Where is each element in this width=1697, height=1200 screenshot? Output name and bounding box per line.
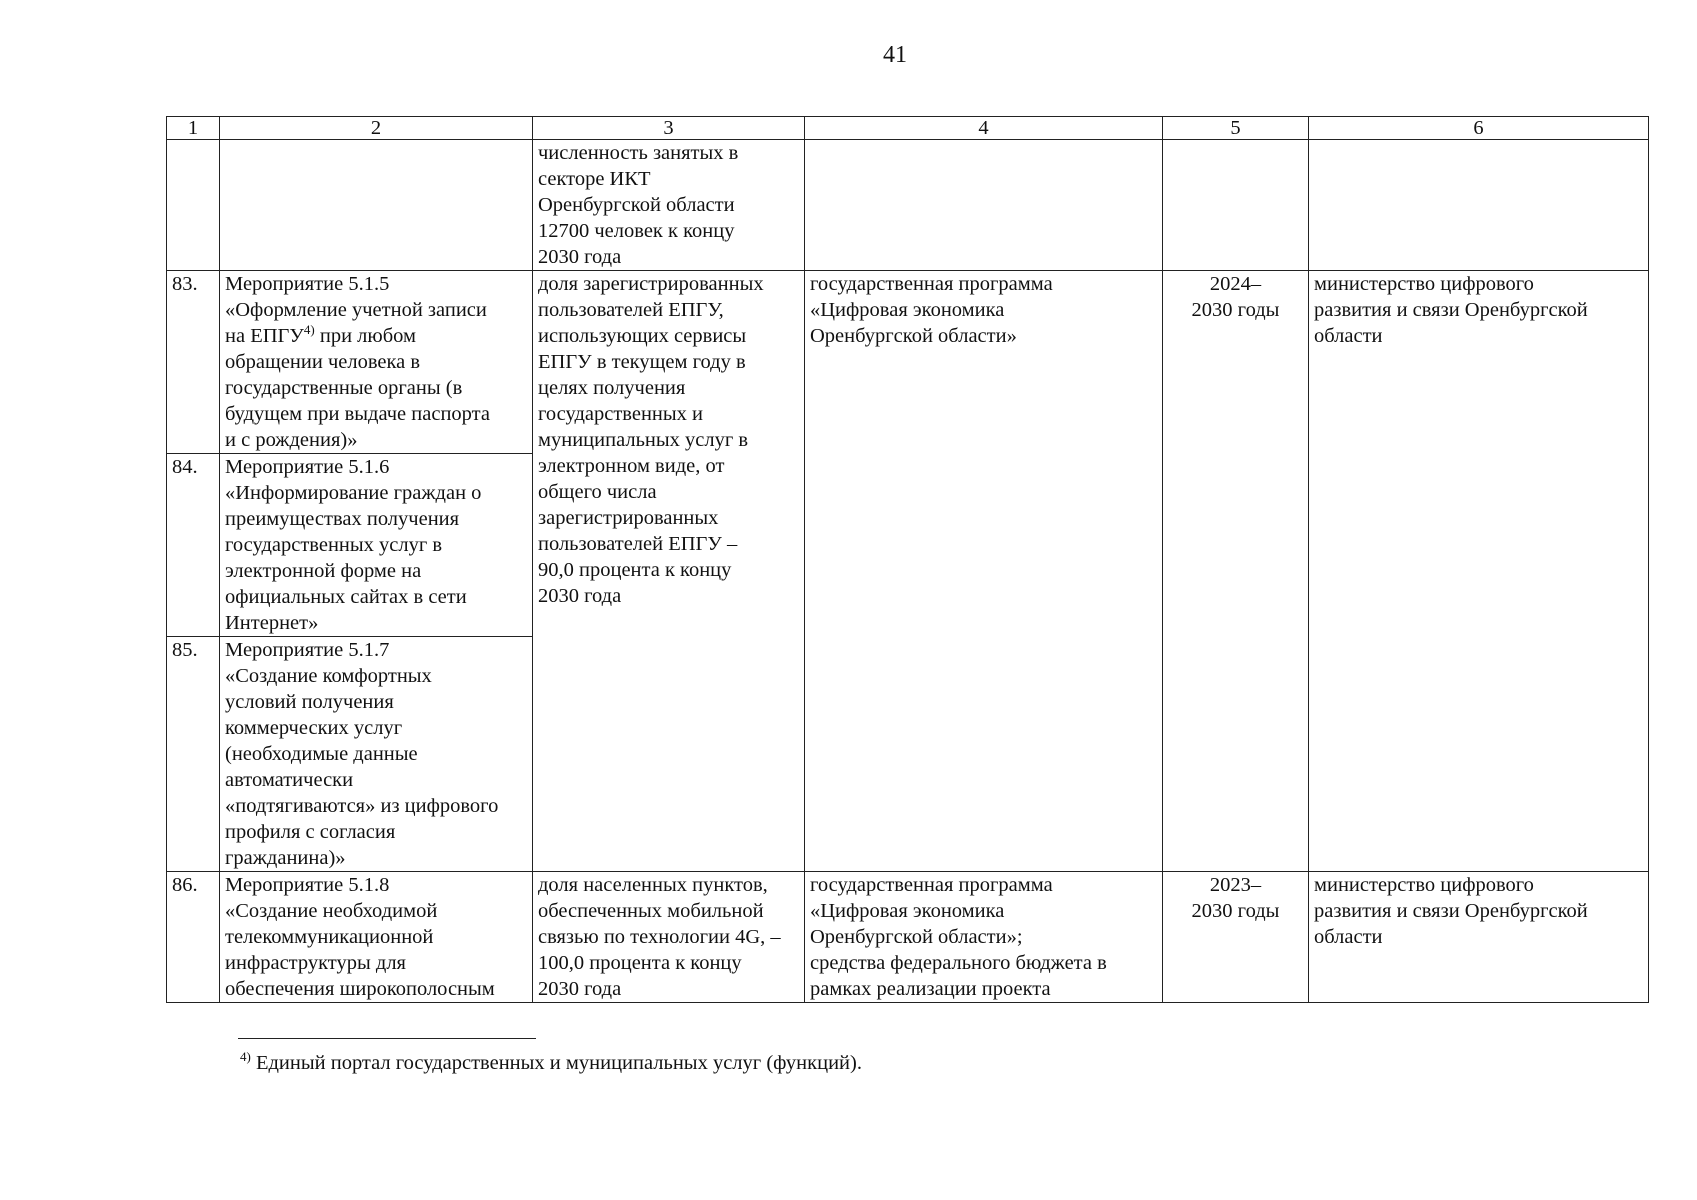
cell-line: «подтягиваются» из цифрового <box>225 795 499 817</box>
cell-line: 2030 годы <box>1191 299 1280 321</box>
cell-line: муниципальных услуг в <box>538 429 749 451</box>
cell-line: «Оформление учетной записи <box>225 299 487 321</box>
cell-line: рамках реализации проекта <box>810 978 1051 1000</box>
header-cell: 5 <box>1163 117 1309 140</box>
cell-line: ЕПГУ в текущем году в <box>538 351 746 373</box>
header-cell: 2 <box>220 117 533 140</box>
cell-line: инфраструктуры для <box>225 952 406 974</box>
cell-line: государственная программа <box>810 874 1053 896</box>
cell-line: общего числа <box>538 481 657 503</box>
cell-line: Интернет» <box>225 612 319 634</box>
cell-line: 2030 года <box>538 978 622 1000</box>
measure-cell <box>220 140 533 271</box>
cell-line: телекоммуникационной <box>225 926 434 948</box>
period-cell <box>1163 872 1309 1003</box>
cell-line: и с рождения)» <box>225 429 358 451</box>
cell-line: зарегистрированных <box>538 507 719 529</box>
measure-cell <box>220 271 533 454</box>
cell-line: развития и связи Оренбургской <box>1314 299 1588 321</box>
cell-line: министерство цифрового <box>1314 874 1534 896</box>
cell-line: «Цифровая экономика <box>810 299 1005 321</box>
page-number: 41 <box>883 42 907 68</box>
cell-line: государственная программа <box>810 273 1053 295</box>
cell-line: официальных сайтах в сети <box>225 586 467 608</box>
footnote-divider <box>238 1038 536 1039</box>
cell-line: государственных услуг в <box>225 534 443 556</box>
row-number-cell <box>167 140 220 271</box>
cell-text: на ЕПГУ <box>225 325 304 347</box>
cell-line: гражданина)» <box>225 847 346 869</box>
cell-line: электронном виде, от <box>538 455 725 477</box>
cell-line: Мероприятие 5.1.6 <box>225 456 390 478</box>
cell-line: 2023– <box>1209 874 1262 896</box>
funding-cell <box>805 140 1163 271</box>
indicator-cell <box>533 872 805 1003</box>
footnote-text: Единый портал государственных и муниципальных услуг (функций). <box>250 1052 862 1074</box>
row-number-cell: 84. <box>167 454 220 637</box>
cell-line: (необходимые данные <box>225 743 418 765</box>
cell-line: Мероприятие 5.1.7 <box>225 639 390 661</box>
cell-line: «Цифровая экономика <box>810 900 1005 922</box>
row-number-cell: 86. <box>167 872 220 1003</box>
measure-cell <box>220 872 533 1003</box>
cell-line: секторе ИКТ <box>538 168 651 190</box>
funding-cell <box>805 271 1163 872</box>
cell-line: доля зарегистрированных <box>538 273 764 295</box>
cell-line: связью по технологии 4G, – <box>538 926 781 948</box>
cell-line: 2030 года <box>538 585 622 607</box>
cell-line: доля населенных пунктов, <box>538 874 768 896</box>
cell-line: численность занятых в <box>538 142 739 164</box>
cell-line: 2030 года <box>538 246 622 268</box>
cell-line: министерство цифрового <box>1314 273 1534 295</box>
measures-table <box>166 116 1649 1003</box>
cell-line: 90,0 процента к концу <box>538 559 732 581</box>
header-cell: 1 <box>167 117 220 140</box>
cell-line: 100,0 процента к концу <box>538 952 742 974</box>
cell-text: при любом <box>314 325 416 347</box>
footnote-ref: 4) <box>303 322 315 337</box>
footnote-marker: 4) <box>240 1049 251 1064</box>
indicator-cell <box>533 271 805 872</box>
cell-line: пользователей ЕПГУ – <box>538 533 738 555</box>
table-header-row <box>167 117 1649 140</box>
responsible-cell <box>1309 872 1649 1003</box>
header-cell: 6 <box>1309 117 1649 140</box>
cell-line: пользователей ЕПГУ, <box>538 299 724 321</box>
cell-line: Мероприятие 5.1.8 <box>225 874 390 896</box>
cell-line: развития и связи Оренбургской <box>1314 900 1588 922</box>
cell-line: обеспеченных мобильной <box>538 900 764 922</box>
header-cell: 4 <box>805 117 1163 140</box>
table-row-86 <box>167 872 1649 1003</box>
cell-line: области <box>1314 926 1383 948</box>
header-cell: 3 <box>533 117 805 140</box>
cell-line: средства федерального бюджета в <box>810 952 1107 974</box>
cell-line: условий получения <box>225 691 394 713</box>
footnote <box>240 1049 862 1075</box>
cell-line: использующих сервисы <box>538 325 747 347</box>
cell-line: 2030 годы <box>1191 900 1280 922</box>
row-number-cell: 83. <box>167 271 220 454</box>
cell-line: электронной форме на <box>225 560 422 582</box>
cell-line <box>225 323 527 349</box>
cell-line: 2024– <box>1209 273 1262 295</box>
cell-line: области <box>1314 325 1383 347</box>
cell-line: целях получения <box>538 377 686 399</box>
cell-line: «Создание необходимой <box>225 900 438 922</box>
cell-line: государственных и <box>538 403 704 425</box>
cell-line: будущем при выдаче паспорта <box>225 403 490 425</box>
cell-line: «Создание комфортных <box>225 665 432 687</box>
row-number-cell: 85. <box>167 637 220 872</box>
cell-line: Оренбургской области»; <box>810 926 1023 948</box>
cell-line: профиля с согласия <box>225 821 396 843</box>
cell-line: Оренбургской области» <box>810 325 1017 347</box>
period-cell <box>1163 140 1309 271</box>
cell-line: обращении человека в <box>225 351 421 373</box>
cell-line: автоматически <box>225 769 354 791</box>
responsible-cell <box>1309 140 1649 271</box>
measure-cell <box>220 454 533 637</box>
cell-line: обеспечения широкополосным <box>225 978 495 1000</box>
indicator-cell <box>533 140 805 271</box>
cell-line: Оренбургской области <box>538 194 735 216</box>
funding-cell <box>805 872 1163 1003</box>
cell-line: коммерческих услуг <box>225 717 403 739</box>
cell-line: преимуществах получения <box>225 508 460 530</box>
cell-line: Мероприятие 5.1.5 <box>225 273 390 295</box>
measure-cell <box>220 637 533 872</box>
table-row-83 <box>167 271 1649 454</box>
table-row-continued <box>167 140 1649 271</box>
cell-line: государственные органы (в <box>225 377 463 399</box>
period-cell <box>1163 271 1309 872</box>
cell-line: 12700 человек к концу <box>538 220 735 242</box>
responsible-cell <box>1309 271 1649 872</box>
cell-line: «Информирование граждан о <box>225 482 482 504</box>
